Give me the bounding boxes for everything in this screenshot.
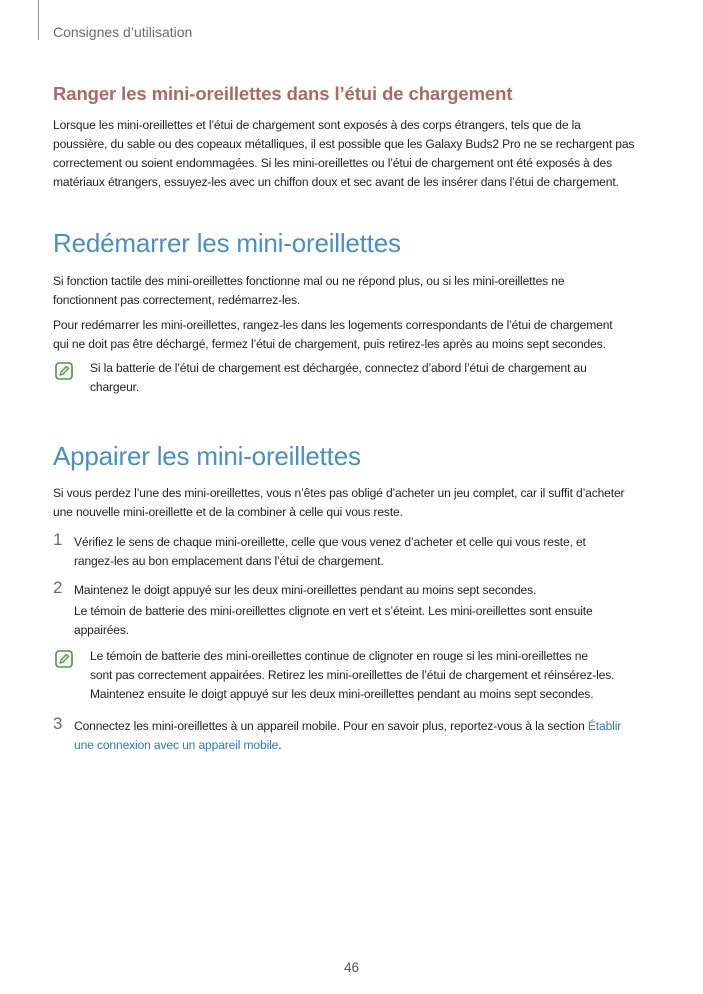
step-1-text <box>74 533 654 571</box>
pair-intro-line: Si vous perdez l’une des mini-oreillettes, vous n’êtes pas obligé d’acheter un jeu complet, car il suffit d’acheter <box>53 486 625 500</box>
restart-line: Si fonction tactile des mini-oreillettes fonctionne mal ou ne répond plus, ou si les mini-oreillettes ne <box>53 274 565 288</box>
note-line: Le témoin de batterie des mini-oreillettes continue de clignoter en rouge si les mini-oreillettes ne <box>90 649 588 663</box>
storage-line: Lorsque les mini-oreillettes et l’étui de chargement sont exposés à des corps étrangers, tels que de la <box>53 118 581 132</box>
step-line: rangez-les au bon emplacement dans l’étui de chargement. <box>74 554 384 568</box>
step-line <box>74 717 654 736</box>
section-heading-pair: Appairer les mini-oreillettes <box>53 441 361 471</box>
note-pencil-icon <box>55 650 73 668</box>
storage-line: correctement ou soient endommagées. Si les mini-oreillettes ou l’étui de chargement ont été exposés à des <box>53 156 613 170</box>
pair-intro-paragraph <box>53 484 653 522</box>
step-line: Le témoin de batterie des mini-oreillettes clignote en vert et s’éteint. Les mini-oreillettes sont ensuite <box>74 604 593 618</box>
connection-guide-link[interactable]: Établir <box>587 719 622 733</box>
restart-paragraph-2 <box>53 316 653 354</box>
header-divider <box>38 0 39 40</box>
restart-line: qui ne doit pas être déchargé, fermez l’étui de chargement, puis retirez-les après au moins sept secondes. <box>53 337 606 351</box>
storage-line: poussière, du sable ou des copeaux métalliques, il est possible que les Galaxy Buds2 Pro ne se rechargent pas <box>53 137 635 151</box>
step-line: appairées. <box>74 623 129 637</box>
restart-paragraph-1 <box>53 272 653 310</box>
restart-line: Pour redémarrer les mini-oreillettes, rangez-les dans les logements correspondants de l’étui de chargement <box>53 318 613 332</box>
note-line: Si la batterie de l’étui de chargement est déchargée, connectez d’abord l’étui de chargement au <box>90 361 587 375</box>
restart-line: fonctionnent pas correctement, redémarrez-les. <box>53 293 301 307</box>
section-heading-restart: Redémarrer les mini-oreillettes <box>53 228 401 258</box>
section-heading-storage: Ranger les mini-oreillettes dans l’étui de chargement <box>53 83 513 104</box>
note-line: Maintenez ensuite le doigt appuyé sur les deux mini-oreillettes pendant au moins sept secondes. <box>90 687 594 701</box>
storage-paragraph <box>53 116 653 192</box>
note-line: sont pas correctement appairées. Retirez les mini-oreillettes de l’étui de chargement et réinsérez-les. <box>90 668 615 682</box>
storage-line: matériaux étrangers, essuyez-les avec un chiffon doux et sec avant de les insérer dans l’étui de chargement. <box>53 175 619 189</box>
step-3-text-before: Connectez les mini-oreillettes à un appareil mobile. Pour en savoir plus, reportez-vous à la section <box>74 719 588 733</box>
step-3-text <box>74 717 654 755</box>
step-line: Vérifiez le sens de chaque mini-oreillette, celle que vous venez d’acheter et celle qui vous reste, et <box>74 535 586 549</box>
pair-intro-line: une nouvelle mini-oreillette et de la combiner à celle qui vous reste. <box>53 505 403 519</box>
step-3-text-after: . <box>278 738 282 752</box>
page-number: 46 <box>343 960 360 975</box>
pair-note <box>90 647 650 704</box>
step-2-text <box>74 581 654 600</box>
step-number: 1 <box>53 530 63 549</box>
note-line: chargeur. <box>90 380 140 394</box>
step-2-result <box>74 602 654 640</box>
step-number: 2 <box>53 578 63 597</box>
restart-note <box>90 359 650 397</box>
note-pencil-icon <box>55 362 73 380</box>
step-number: 3 <box>53 714 63 733</box>
header-title: Consignes d’utilisation <box>53 24 193 40</box>
connection-guide-link-continued[interactable]: une connexion avec un appareil mobile <box>74 738 279 752</box>
step-line: Maintenez le doigt appuyé sur les deux mini-oreillettes pendant au moins sept secondes. <box>74 583 537 597</box>
step-line <box>74 736 654 755</box>
